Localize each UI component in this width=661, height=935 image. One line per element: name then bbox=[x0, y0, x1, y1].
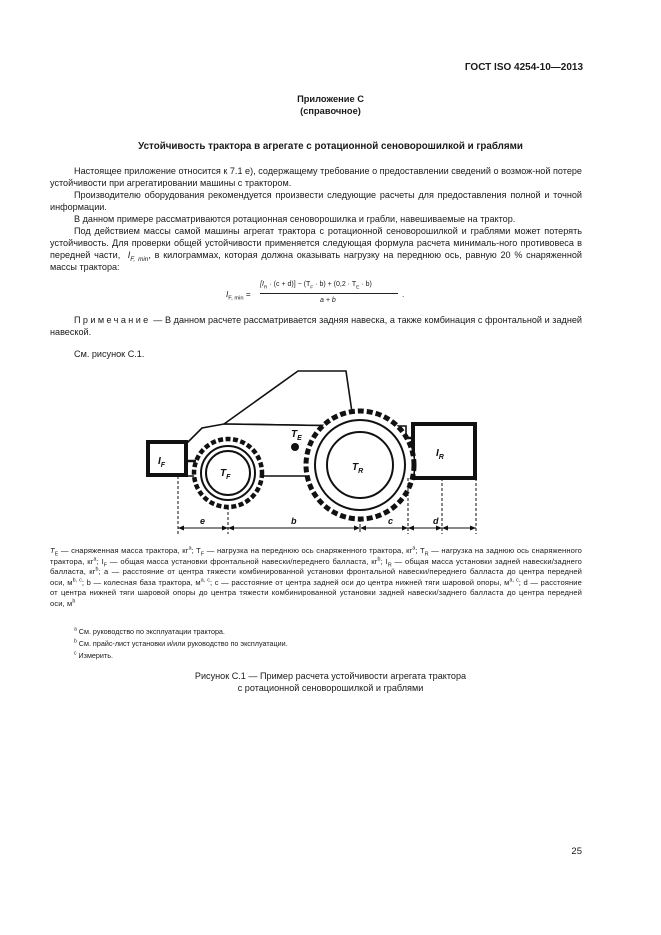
note-text: — В данном расчете рассматривается задняя навеска, а также комбинация с фронтальной и задней навеской. bbox=[50, 315, 582, 337]
paragraph-recommendation: Производителю оборудования рекомендуется произвести следующие расчеты для предоставления полной и точной информации. bbox=[50, 190, 582, 212]
figure-caption-line1: Рисунок С.1 — Пример расчета устойчивости агрегата трактора bbox=[194, 671, 467, 681]
section-title: Устойчивость трактора в агрегате с ротационной сеноворошилкой и граблями bbox=[138, 141, 523, 152]
dimension-e: e bbox=[200, 516, 206, 526]
formula-denominator: a + b bbox=[320, 297, 336, 304]
stability-formula bbox=[226, 279, 426, 313]
see-figure: См. рисунок С.1. bbox=[74, 349, 145, 359]
formula-end: . bbox=[402, 290, 405, 299]
annex-subtitle: (справочное) bbox=[300, 106, 361, 116]
label-front-ballast: $I_F$ bbox=[158, 456, 166, 469]
rear-implement bbox=[413, 424, 475, 478]
dimension-c: c bbox=[388, 516, 394, 526]
footnote-a: $^a$ См. руководство по эксплуатации трактора. bbox=[74, 626, 225, 636]
formula-lhs: I bbox=[226, 290, 229, 299]
dimension-b: b bbox=[291, 516, 297, 526]
footnote-b: $^b$ См. прайс-лист установки и/или руководство по эксплуатации. bbox=[74, 638, 288, 648]
paragraph-formula-intro-a: Под действием массы самой машины агрегат трактора с ротационной сеноворошилкой и граблями может потерять устойчивость. Для проверки общей устойчивости применяется следующая формула расчета минималь-ного противовеса в передней части, bbox=[50, 226, 582, 260]
formula-equals: = bbox=[245, 290, 251, 299]
tractor-diagram bbox=[140, 366, 490, 536]
figure-caption-line2: с ротационной сеноворошилкой и граблями bbox=[237, 683, 424, 693]
annex-title: Приложение С bbox=[297, 94, 364, 104]
counterweight-symbol: $I_{F, min}$ bbox=[123, 250, 149, 263]
formula-fraction-bar bbox=[260, 293, 398, 294]
figure-legend: $T_E$ — снаряженная масса трактора, $кг^a$; $T_F$ — нагрузка на переднюю ось снаряженного трактора, $кг^a$; $T_R$ — нагрузка на заднюю ось снаряженного трактора, $кг^a$; $I_F$ — общая масса установки фронтальной навески/переднего балласта, $кг^b$; $I_R$ — общая масса установки задней навески/заднего балласта, $кг^b$; a — расстояние от центра тяжести комбинированной установки фронтальной навески/переднего балласта до центра передней оси, $м^{b, c}$; b — колесная база трактора, $м^{a, c}$; c — расстояние от центра задней оси до центра нижней тяги шаровой опоры, $м^{a, c}$; d — расстояние от центра нижней тяги шаровой опоры до центра тяжести комбинированной установки задней навески/заднего балласта до центра передней оси, $м^b$ bbox=[50, 545, 582, 608]
front-ballast bbox=[148, 442, 186, 475]
dimension-d: d bbox=[433, 516, 439, 526]
paragraph-intro: Настоящее приложение относится к 7.1 е), содержащему требование о предоставлении сведений о возмож-ной потере устойчивости при агрегатировании машины с трактором. bbox=[50, 166, 582, 188]
formula-numerator: $[I_R \cdot (c + d)] - (T_F \cdot b) + (0,2 \cdot T_E \cdot b)$ bbox=[260, 281, 372, 291]
paragraph-example: В данном примере рассматриваются ротационная сеноворошилка и грабли, навешиваемые на трактор. bbox=[74, 214, 516, 224]
document-header: ГОСТ ISO 4254-10—2013 bbox=[464, 62, 583, 73]
note-label: Примечание bbox=[74, 315, 151, 325]
note bbox=[50, 314, 582, 338]
rear-wheel bbox=[306, 411, 414, 519]
label-rear-axle-load: $T_R$ bbox=[352, 462, 364, 475]
formula-lhs-sub: F, min bbox=[228, 295, 244, 302]
paragraph-formula-intro bbox=[50, 225, 582, 273]
label-front-axle-load: $T_F$ bbox=[220, 468, 231, 481]
label-tractor-mass: $T_E$ bbox=[291, 429, 302, 442]
label-rear-implement: $I_R$ bbox=[436, 448, 444, 461]
paragraph-formula-intro-b: , в килограммах, которая должна оказывать нагрузку на переднюю ось, равную 20 % снаряженной массы трактора: bbox=[50, 250, 582, 272]
footnote-c: $^c$ Измерить. bbox=[74, 650, 113, 660]
center-of-gravity-marker bbox=[291, 443, 299, 451]
page-number: 25 bbox=[571, 846, 582, 857]
front-wheel bbox=[194, 439, 262, 507]
